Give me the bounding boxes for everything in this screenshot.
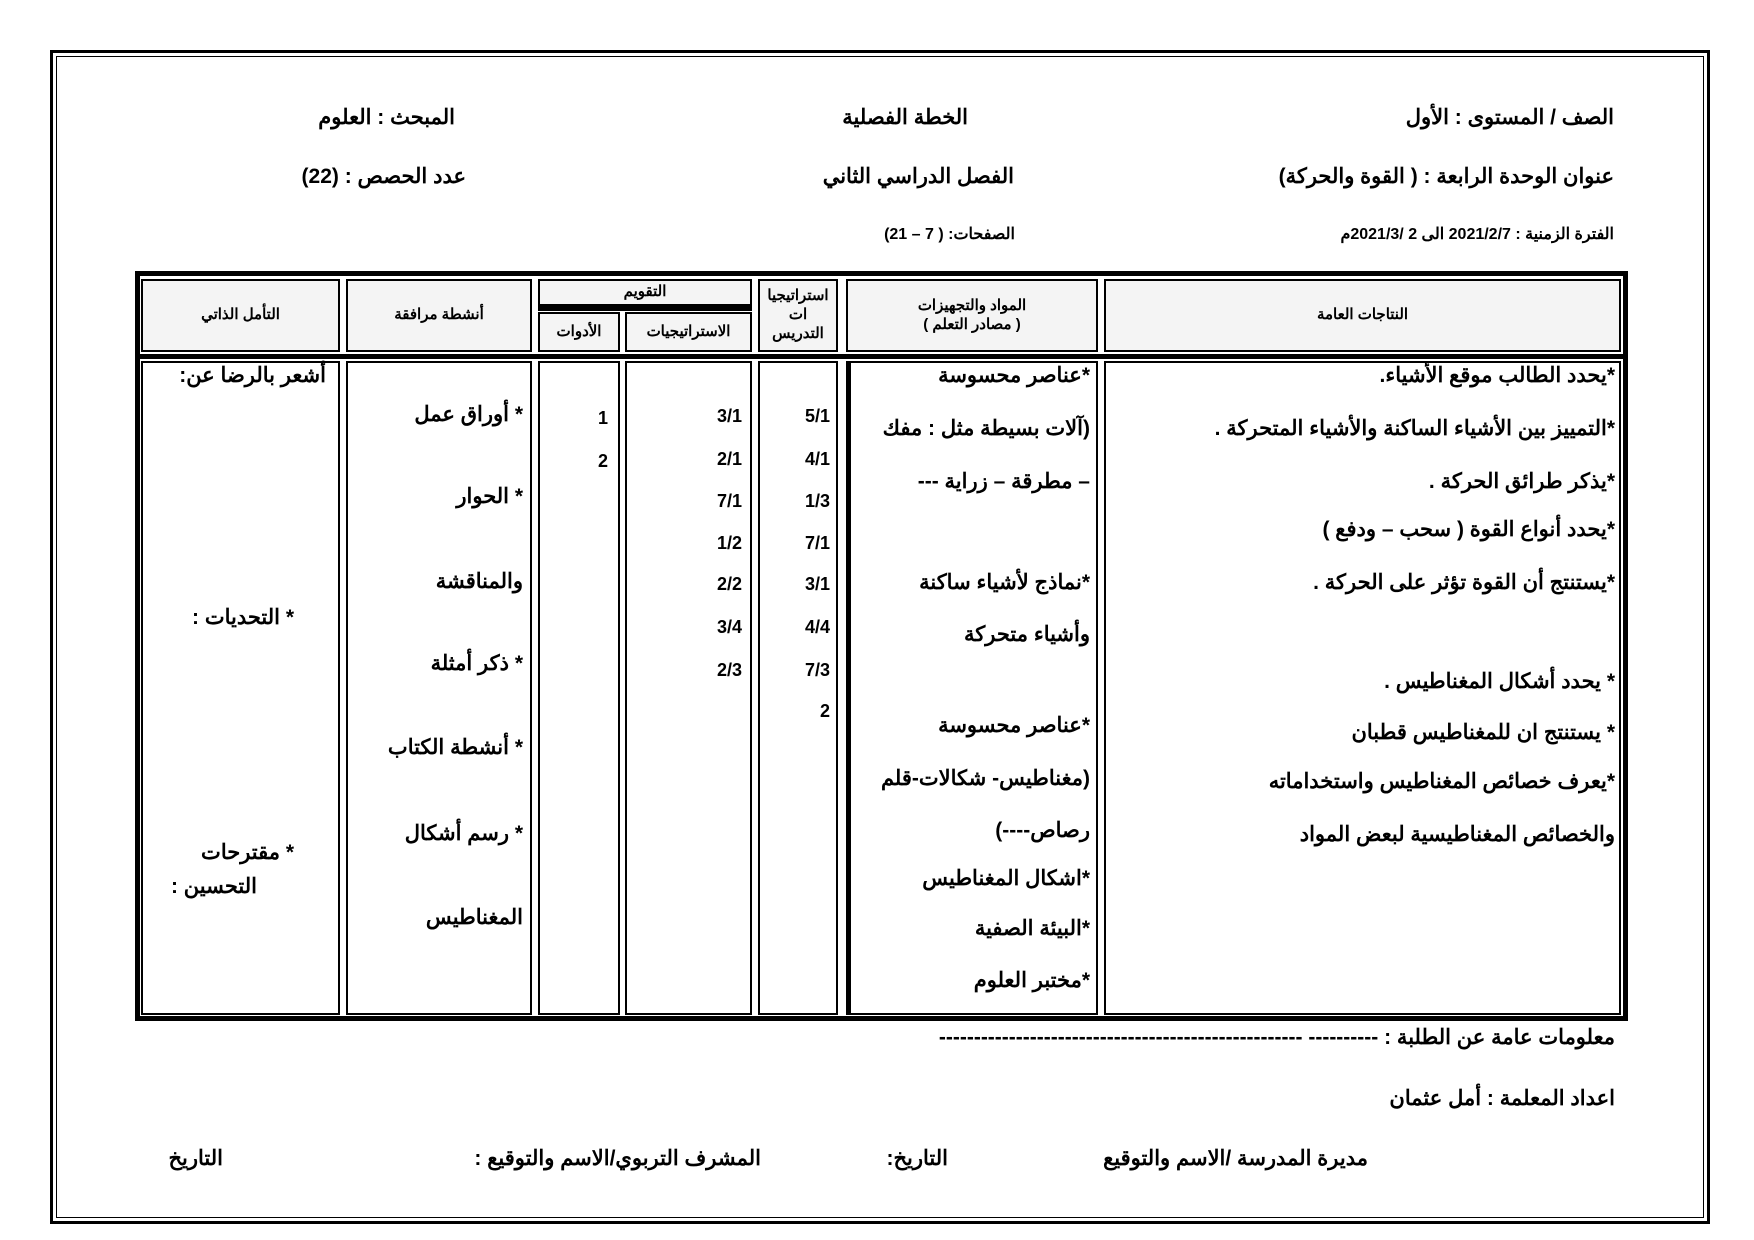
activity-item: والمناقشة — [435, 570, 523, 593]
outcome-item: *التمييز بين الأشياء الساكنة والأشياء المتحركة . — [1214, 417, 1615, 440]
activity-item: المغناطيس — [425, 906, 523, 929]
header-divider — [135, 354, 1628, 359]
activity-item: * أوراق عمل — [414, 403, 523, 426]
outcome-item: * يحدد أشكال المغناطيس . — [1384, 670, 1615, 693]
header-materials — [846, 279, 1098, 352]
header-teaching-strategies — [758, 279, 838, 352]
header-materials-line1: المواد والتجهيزات — [917, 296, 1027, 314]
header-outcomes — [1104, 279, 1621, 352]
outcome-item: والخصائص المغناطيسية لبعض المواد — [1299, 823, 1615, 846]
reflection-challenges: * التحديات : — [192, 606, 294, 629]
material-item: *نماذج لأشياء ساكنة — [919, 571, 1090, 594]
reflection-satisfied: أشعر بالرضا عن: — [179, 364, 326, 387]
header-reflection-label: التأمل الذاتي — [201, 306, 280, 324]
outcome-item: *يحدد أنواع القوة ( سحب – ودفع ) — [1322, 518, 1615, 541]
header-eval-tools-label: الأدوات — [556, 322, 602, 340]
teaching-strategy-value: 7/1 — [804, 533, 830, 553]
teaching-strategy-value: 7/3 — [804, 660, 830, 680]
eval-strategy-value: 3/4 — [716, 617, 742, 637]
lessons-count: عدد الحصص : (22) — [301, 165, 466, 188]
supervisor-date: التاريخ — [168, 1147, 223, 1170]
reflection-cell — [141, 361, 340, 1015]
material-item: (آلات بسيطة مثل : مفك — [882, 417, 1090, 440]
prepared-by: اعداد المعلمة : أمل عثمان — [1389, 1087, 1615, 1110]
header-activities-label: أنشطة مرافقة — [394, 306, 484, 324]
header-materials-line2: ( مصادر التعلم ) — [923, 315, 1021, 333]
pages-range: الصفحات: ( 7 – 21) — [884, 226, 1015, 243]
eval-strategy-value: 2/2 — [716, 574, 742, 594]
eval-tool-value: 2 — [597, 451, 608, 471]
eval-strategy-value: 7/1 — [716, 491, 742, 511]
supervisor-signature: المشرف التربوي/الاسم والتوقيع : — [474, 1147, 761, 1170]
plan-title: الخطة الفصلية — [842, 106, 968, 129]
reflection-suggestions: * مقترحات — [201, 841, 294, 864]
reflection-suggestions-2: التحسين : — [170, 875, 257, 898]
material-item: *مختبر العلوم — [973, 969, 1090, 992]
teaching-strategy-value: 4/1 — [804, 449, 830, 469]
header-teaching-line3: التدريس — [772, 324, 824, 342]
outcome-item: * يستنتج ان للمغناطيس قطبان — [1351, 721, 1615, 744]
material-item: وأشياء متحركة — [964, 623, 1090, 646]
header-evaluation-label: التقويم — [623, 283, 667, 301]
material-item: *عناصر محسوسة — [938, 714, 1090, 737]
header-eval-tools — [538, 312, 620, 352]
eval-strategy-value: 1/2 — [716, 533, 742, 553]
evaluation-divider — [538, 304, 752, 311]
teaching-strategy-value: 2 — [819, 701, 830, 721]
header-outcomes-label: النتاجات العامة — [1316, 306, 1409, 324]
header-teaching-line2: ات — [788, 306, 808, 324]
grade-level: الصف / المستوى : الأول — [1405, 106, 1614, 129]
material-item: – مطرقة – زراية --- — [917, 470, 1090, 493]
activity-item: * رسم أشكال — [404, 822, 523, 845]
eval-strategy-value: 3/1 — [716, 406, 742, 426]
material-item: (مغناطيس- شكالات-قلم — [880, 767, 1090, 790]
material-item: *عناصر محسوسة — [938, 364, 1090, 387]
unit-title: عنوان الوحدة الرابعة : ( القوة والحركة) — [1278, 165, 1614, 188]
principal-date: التاريخ: — [886, 1147, 948, 1170]
principal-signature: مديرة المدرسة /الاسم والتوقيع — [1103, 1147, 1368, 1170]
teaching-strategy-value: 3/1 — [804, 574, 830, 594]
activity-item: * الحوار — [456, 485, 523, 508]
header-eval-strategies — [625, 312, 752, 352]
eval-strategy-value: 2/1 — [716, 449, 742, 469]
header-eval-strategies-label: الاستراتيجيات — [646, 322, 731, 340]
teaching-strategy-value: 5/1 — [804, 406, 830, 426]
outcome-item: *يحدد الطالب موقع الأشياء. — [1379, 364, 1615, 387]
header-reflection — [141, 279, 340, 352]
teaching-strategy-value: 4/4 — [804, 617, 830, 637]
activity-item: * أنشطة الكتاب — [387, 736, 523, 759]
header-evaluation — [538, 279, 752, 306]
eval-strategy-value: 2/3 — [716, 660, 742, 680]
activity-item: * ذكر أمثلة — [430, 652, 523, 675]
eval-tool-value: 1 — [597, 408, 608, 428]
outcome-item: *يذكر طرائق الحركة . — [1428, 470, 1615, 493]
material-item: رصاص----) — [995, 819, 1090, 842]
students-info: معلومات عامة عن الطلبة : ---------- ---------------------------------------------------- — [938, 1026, 1615, 1049]
header-activities — [346, 279, 532, 352]
material-item: *اشكال المغناطيس — [922, 867, 1090, 890]
time-period: الفترة الزمنية : 2021/2/7 الى 2 /2021/3م — [1340, 226, 1614, 243]
outcome-item: *يستنتج أن القوة تؤثر على الحركة . — [1313, 571, 1615, 594]
material-item: *البيئة الصفية — [974, 917, 1090, 940]
subject: المبحث : العلوم — [318, 106, 455, 129]
teaching-strategy-value: 1/3 — [804, 491, 830, 511]
outcome-item: *يعرف خصائص المغناطيس واستخداماته — [1268, 770, 1615, 793]
header-teaching-line1: استراتيجيا — [767, 287, 829, 305]
semester: الفصل الدراسي الثاني — [822, 165, 1014, 188]
